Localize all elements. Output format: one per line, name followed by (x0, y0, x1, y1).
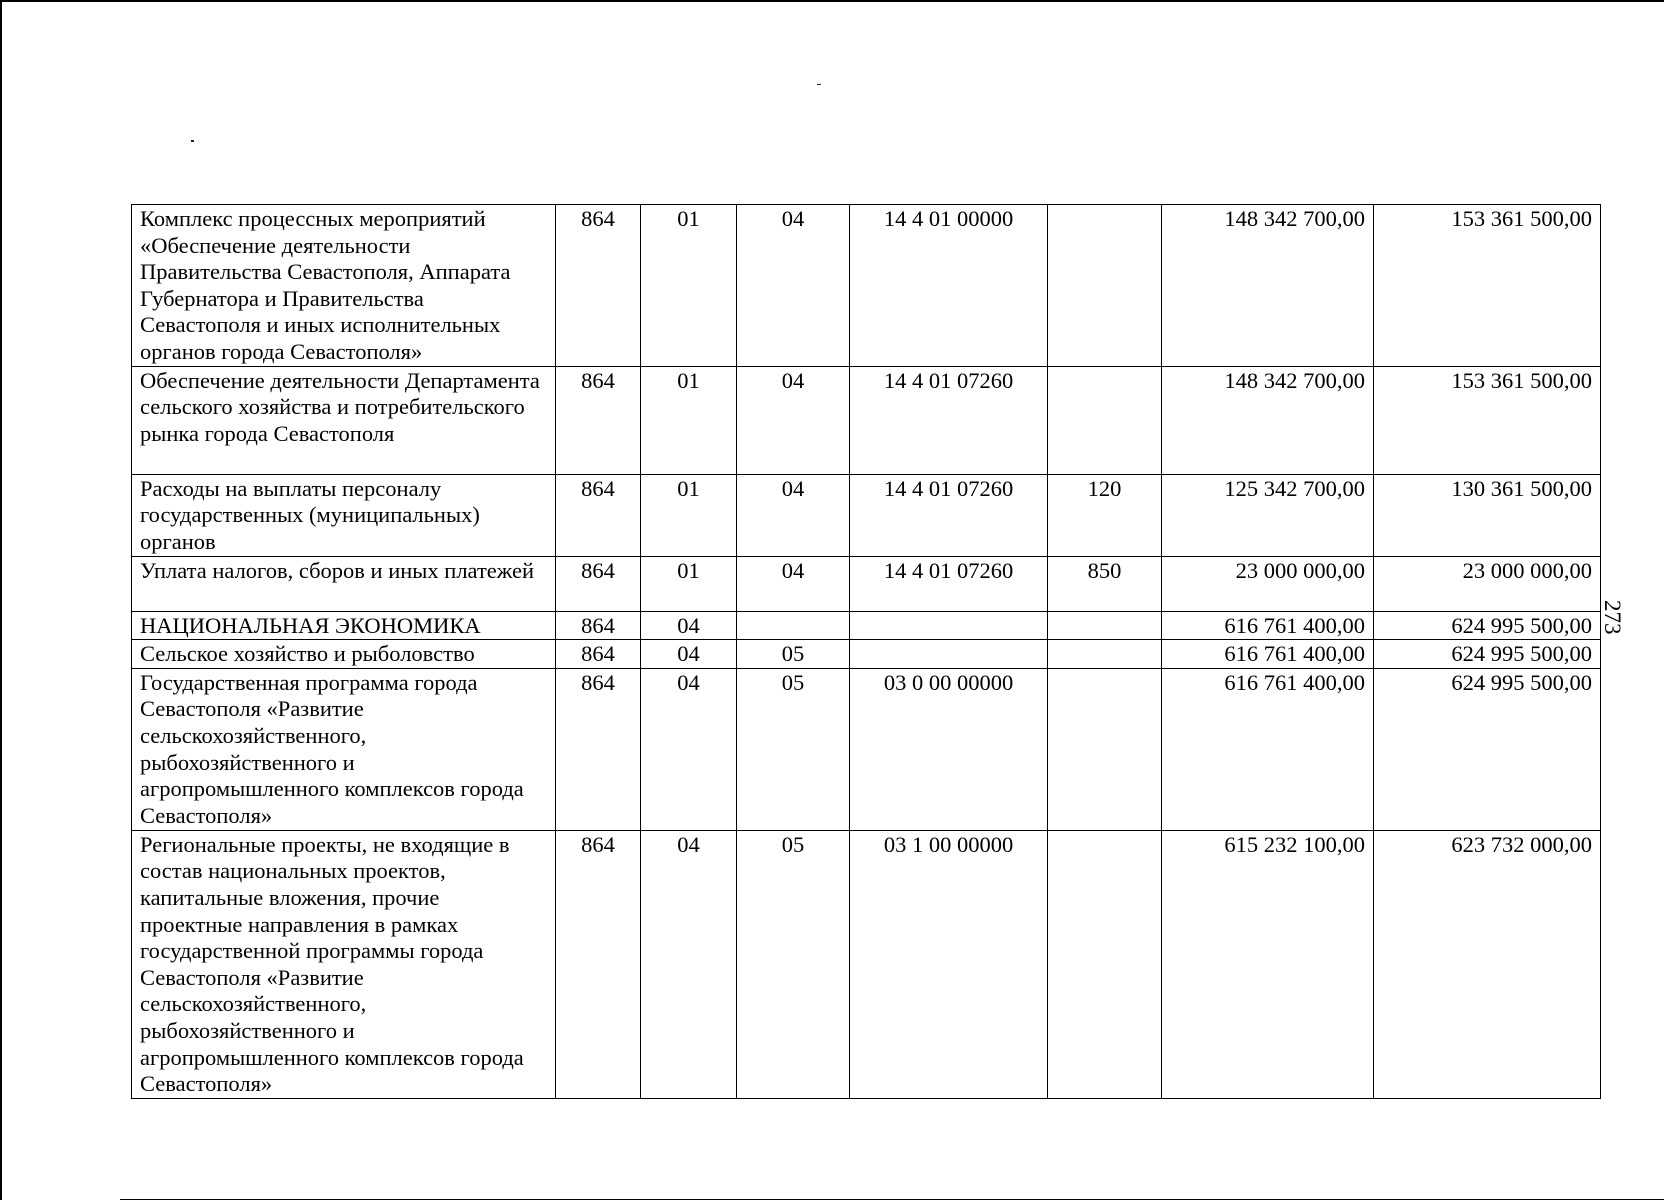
budget-table (131, 204, 1601, 1099)
subsection-code: 05 (737, 668, 850, 830)
expense-type-code (1048, 205, 1162, 367)
expense-name: Расходы на выплаты персоналу государственных (муниципальных) органов (132, 474, 556, 556)
expense-type-code (1048, 640, 1162, 669)
table-row (132, 611, 1601, 640)
department-code: 864 (556, 611, 641, 640)
section-code: 04 (641, 611, 737, 640)
expense-name: Обеспечение деятельности Департамента сельского хозяйства и потребительского рынка города Севастополя (132, 366, 556, 474)
department-code: 864 (556, 830, 641, 1098)
department-code: 864 (556, 474, 641, 556)
expense-type-code (1048, 611, 1162, 640)
section-code: 01 (641, 474, 737, 556)
section-code: 01 (641, 366, 737, 474)
amount-year-2: 130 361 500,00 (1374, 474, 1601, 556)
section-code: 04 (641, 668, 737, 830)
subsection-code: 04 (737, 556, 850, 611)
subsection-code: 05 (737, 830, 850, 1098)
target-article-code: 03 1 00 00000 (850, 830, 1048, 1098)
target-article-code (850, 640, 1048, 669)
expense-type-code (1048, 366, 1162, 474)
table-row (132, 668, 1601, 830)
department-code: 864 (556, 366, 641, 474)
amount-year-1: 23 000 000,00 (1162, 556, 1374, 611)
amount-year-2: 23 000 000,00 (1374, 556, 1601, 611)
subsection-code: 04 (737, 205, 850, 367)
amount-year-1: 616 761 400,00 (1162, 611, 1374, 640)
section-code: 04 (641, 640, 737, 669)
amount-year-2: 153 361 500,00 (1374, 205, 1601, 367)
amount-year-2: 153 361 500,00 (1374, 366, 1601, 474)
target-article-code: 14 4 01 07260 (850, 556, 1048, 611)
amount-year-1: 148 342 700,00 (1162, 205, 1374, 367)
table-row (132, 640, 1601, 669)
scan-left-border (0, 0, 2, 1200)
target-article-code: 14 4 01 00000 (850, 205, 1048, 367)
amount-year-1: 616 761 400,00 (1162, 668, 1374, 830)
amount-year-1: 616 761 400,00 (1162, 640, 1374, 669)
scan-speck (191, 140, 194, 142)
table-row (132, 474, 1601, 556)
subsection-code: 04 (737, 474, 850, 556)
scan-speck (817, 84, 821, 85)
scan-top-border (0, 0, 1664, 2)
amount-year-2: 624 995 500,00 (1374, 611, 1601, 640)
amount-year-2: 624 995 500,00 (1374, 640, 1601, 669)
subsection-code: 04 (737, 366, 850, 474)
expense-type-code: 850 (1048, 556, 1162, 611)
amount-year-1: 148 342 700,00 (1162, 366, 1374, 474)
table-row (132, 830, 1601, 1098)
amount-year-1: 615 232 100,00 (1162, 830, 1374, 1098)
expense-name: Сельское хозяйство и рыболовство (132, 640, 556, 669)
section-code: 01 (641, 205, 737, 367)
amount-year-1: 125 342 700,00 (1162, 474, 1374, 556)
target-article-code: 14 4 01 07260 (850, 366, 1048, 474)
target-article-code: 03 0 00 00000 (850, 668, 1048, 830)
subsection-code (737, 611, 850, 640)
expense-name: Региональные проекты, не входящие в состав национальных проектов, капитальные вложения, прочие проектные направления в рамках государственной программы города Севастополя «Развитие сельскохозяйственного, рыбохозяйственного и агропромышленного комплексов города Севастополя» (132, 830, 556, 1098)
amount-year-2: 624 995 500,00 (1374, 668, 1601, 830)
table-row (132, 366, 1601, 474)
expense-type-code (1048, 830, 1162, 1098)
expense-type-code: 120 (1048, 474, 1162, 556)
table-row (132, 556, 1601, 611)
department-code: 864 (556, 668, 641, 830)
department-code: 864 (556, 556, 641, 611)
department-code: 864 (556, 640, 641, 669)
section-code: 04 (641, 830, 737, 1098)
section-code: 01 (641, 556, 737, 611)
expense-name: Комплекс процессных мероприятий «Обеспечение деятельности Правительства Севастополя, Аппарата Губернатора и Правительства Севастополя и иных исполнительных органов города Севастополя» (132, 205, 556, 367)
target-article-code: 14 4 01 07260 (850, 474, 1048, 556)
expense-name: Государственная программа города Севастополя «Развитие сельскохозяйственного, рыбохозяйственного и агропромышленного комплексов города Севастополя» (132, 668, 556, 830)
expense-name: НАЦИОНАЛЬНАЯ ЭКОНОМИКА (132, 611, 556, 640)
table-row (132, 205, 1601, 367)
subsection-code: 05 (737, 640, 850, 669)
amount-year-2: 623 732 000,00 (1374, 830, 1601, 1098)
department-code: 864 (556, 205, 641, 367)
target-article-code (850, 611, 1048, 640)
page-number: 273 (1600, 600, 1625, 635)
expense-name: Уплата налогов, сборов и иных платежей (132, 556, 556, 611)
expense-type-code (1048, 668, 1162, 830)
